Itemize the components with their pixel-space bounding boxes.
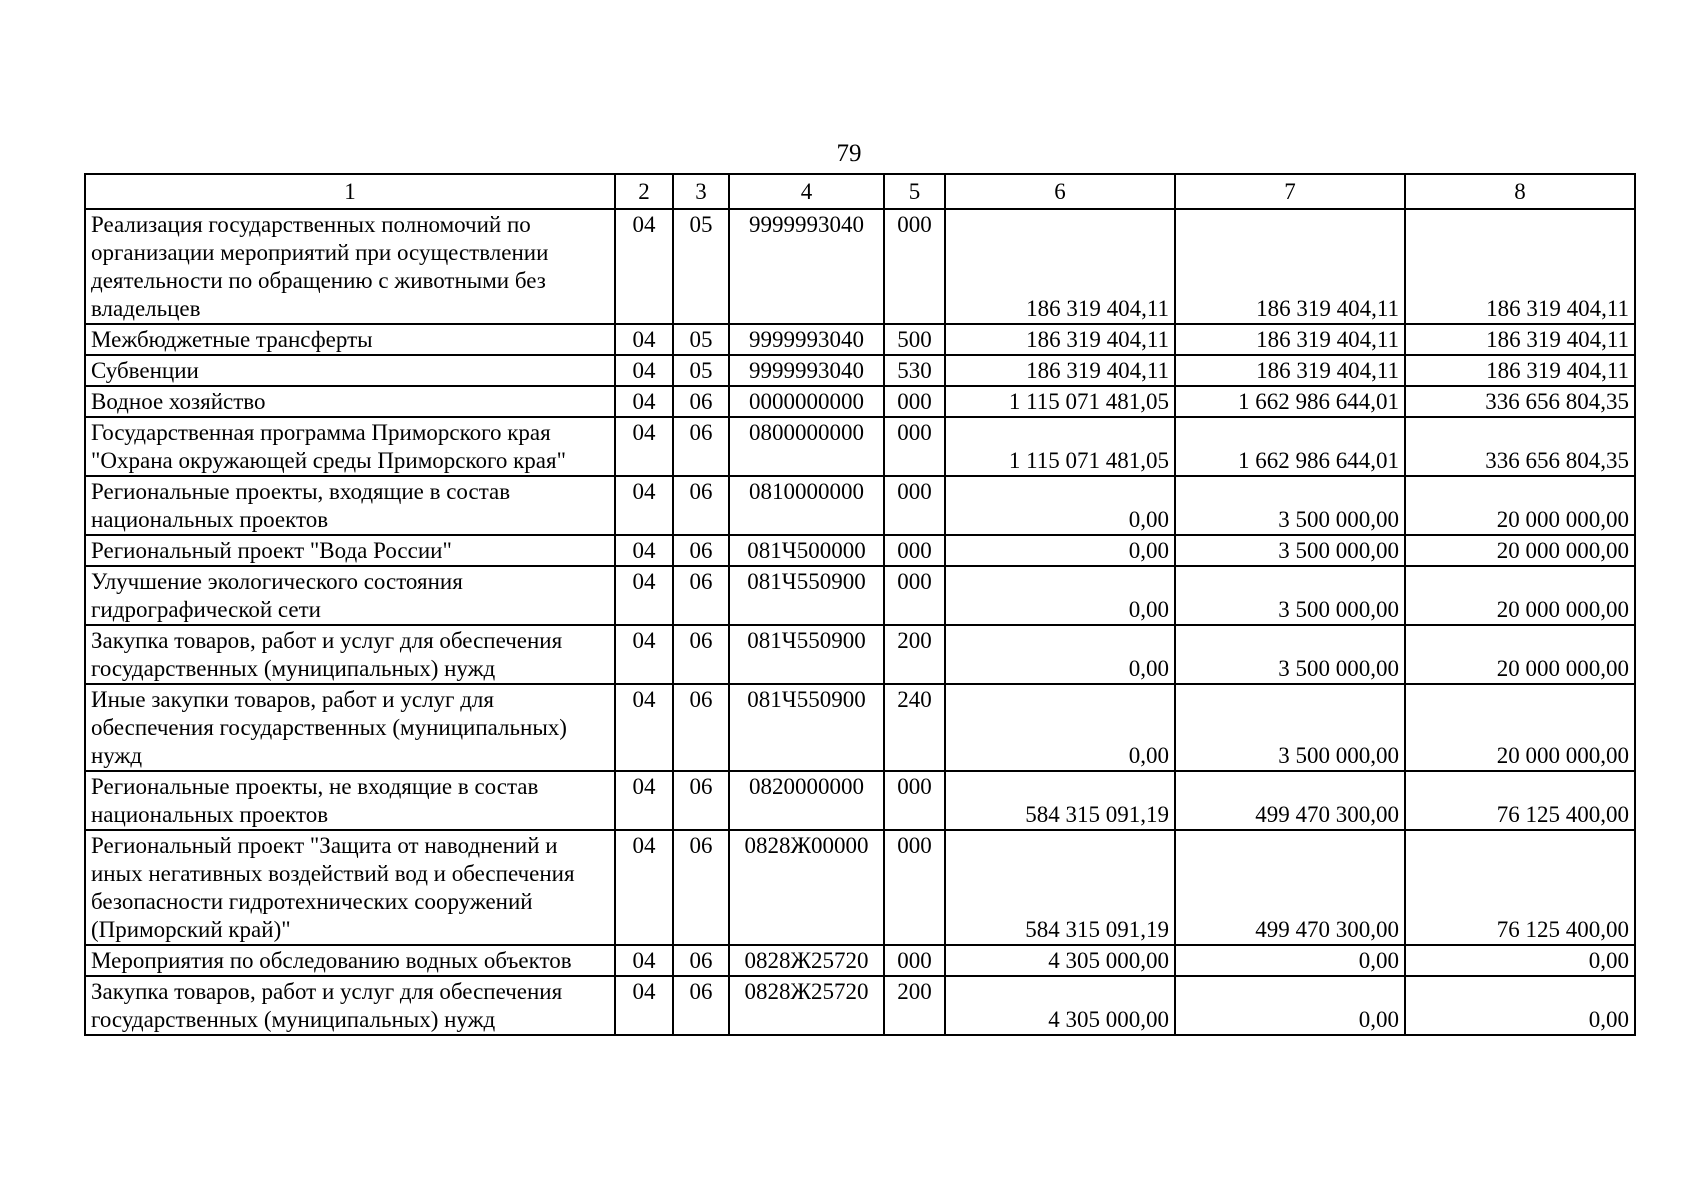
table-row (85, 625, 1635, 684)
code-cell-c4: 0000000000 (729, 386, 884, 417)
table-row (85, 386, 1635, 417)
code-cell-c5: 000 (884, 830, 945, 945)
table-row (85, 976, 1635, 1035)
row-name-cell: Мероприятия по обследованию водных объектов (85, 945, 615, 976)
code-cell-c2: 04 (615, 830, 673, 945)
code-cell-c4: 0810000000 (729, 476, 884, 535)
code-cell-c4: 0828Ж25720 (729, 976, 884, 1035)
code-cell-c3: 06 (673, 476, 729, 535)
amount-cell-v6: 1 115 071 481,05 (945, 417, 1175, 476)
amount-cell-v8: 336 656 804,35 (1405, 417, 1635, 476)
amount-cell-v6: 0,00 (945, 535, 1175, 566)
code-cell-c3: 06 (673, 625, 729, 684)
amount-cell-v6: 1 115 071 481,05 (945, 386, 1175, 417)
code-cell-c3: 05 (673, 324, 729, 355)
row-name-cell: Иные закупки товаров, работ и услуг для обеспечения государственных (муниципальных) нужд (85, 684, 615, 771)
code-cell-c4: 0800000000 (729, 417, 884, 476)
code-cell-c4: 081Ч550900 (729, 625, 884, 684)
code-cell-c5: 200 (884, 976, 945, 1035)
amount-cell-v6: 0,00 (945, 684, 1175, 771)
row-name-cell: Межбюджетные трансферты (85, 324, 615, 355)
code-cell-c2: 04 (615, 386, 673, 417)
code-cell-c3: 06 (673, 535, 729, 566)
code-cell-c5: 000 (884, 417, 945, 476)
amount-cell-v7: 1 662 986 644,01 (1175, 386, 1405, 417)
code-cell-c5: 000 (884, 209, 945, 324)
amount-cell-v7: 1 662 986 644,01 (1175, 417, 1405, 476)
table-row (85, 324, 1635, 355)
code-cell-c2: 04 (615, 684, 673, 771)
row-name-cell: Государственная программа Приморского края "Охрана окружающей среды Приморского края" (85, 417, 615, 476)
table-row (85, 476, 1635, 535)
row-name-cell: Улучшение экологического состояния гидрографической сети (85, 566, 615, 625)
amount-cell-v8: 186 319 404,11 (1405, 355, 1635, 386)
code-cell-c5: 240 (884, 684, 945, 771)
row-name-cell: Региональный проект "Защита от наводнений и иных негативных воздействий вод и обеспечения безопасности гидротехнических сооружений (Приморский край)" (85, 830, 615, 945)
code-cell-c3: 06 (673, 386, 729, 417)
table-row (85, 945, 1635, 976)
amount-cell-v8: 76 125 400,00 (1405, 771, 1635, 830)
amount-cell-v6: 0,00 (945, 625, 1175, 684)
code-cell-c5: 000 (884, 771, 945, 830)
amount-cell-v6: 4 305 000,00 (945, 976, 1175, 1035)
code-cell-c2: 04 (615, 945, 673, 976)
table-row (85, 830, 1635, 945)
code-cell-c2: 04 (615, 566, 673, 625)
amount-cell-v8: 76 125 400,00 (1405, 830, 1635, 945)
code-cell-c5: 000 (884, 386, 945, 417)
amount-cell-v7: 499 470 300,00 (1175, 830, 1405, 945)
amount-cell-v8: 186 319 404,11 (1405, 324, 1635, 355)
code-cell-c3: 06 (673, 566, 729, 625)
column-header: 1 (85, 174, 615, 209)
row-name-cell: Региональные проекты, входящие в состав национальных проектов (85, 476, 615, 535)
amount-cell-v6: 0,00 (945, 476, 1175, 535)
page-number: 79 (836, 140, 862, 167)
code-cell-c2: 04 (615, 355, 673, 386)
amount-cell-v6: 186 319 404,11 (945, 355, 1175, 386)
table-row (85, 535, 1635, 566)
column-header: 6 (945, 174, 1175, 209)
amount-cell-v8: 20 000 000,00 (1405, 625, 1635, 684)
code-cell-c4: 9999993040 (729, 355, 884, 386)
column-header: 7 (1175, 174, 1405, 209)
column-header: 8 (1405, 174, 1635, 209)
amount-cell-v7: 0,00 (1175, 945, 1405, 976)
amount-cell-v8: 336 656 804,35 (1405, 386, 1635, 417)
code-cell-c2: 04 (615, 535, 673, 566)
column-header: 4 (729, 174, 884, 209)
row-name-cell: Региональный проект "Вода России" (85, 535, 615, 566)
row-name-cell: Закупка товаров, работ и услуг для обеспечения государственных (муниципальных) нужд (85, 976, 615, 1035)
amount-cell-v7: 3 500 000,00 (1175, 684, 1405, 771)
amount-cell-v7: 186 319 404,11 (1175, 355, 1405, 386)
row-name-cell: Субвенции (85, 355, 615, 386)
amount-cell-v7: 0,00 (1175, 976, 1405, 1035)
table-row (85, 355, 1635, 386)
code-cell-c3: 06 (673, 417, 729, 476)
row-name-cell: Водное хозяйство (85, 386, 615, 417)
amount-cell-v7: 186 319 404,11 (1175, 324, 1405, 355)
amount-cell-v8: 20 000 000,00 (1405, 684, 1635, 771)
amount-cell-v7: 499 470 300,00 (1175, 771, 1405, 830)
amount-cell-v6: 584 315 091,19 (945, 830, 1175, 945)
amount-cell-v8: 20 000 000,00 (1405, 476, 1635, 535)
code-cell-c5: 000 (884, 535, 945, 566)
column-header: 5 (884, 174, 945, 209)
amount-cell-v8: 0,00 (1405, 976, 1635, 1035)
table-row (85, 566, 1635, 625)
amount-cell-v8: 186 319 404,11 (1405, 209, 1635, 324)
row-name-cell: Реализация государственных полномочий по организации мероприятий при осуществлении деятельности по обращению с животными без владельцев (85, 209, 615, 324)
code-cell-c4: 0828Ж25720 (729, 945, 884, 976)
code-cell-c2: 04 (615, 209, 673, 324)
code-cell-c3: 06 (673, 976, 729, 1035)
code-cell-c4: 9999993040 (729, 209, 884, 324)
code-cell-c3: 06 (673, 830, 729, 945)
code-cell-c3: 06 (673, 771, 729, 830)
row-name-cell: Региональные проекты, не входящие в состав национальных проектов (85, 771, 615, 830)
code-cell-c4: 0820000000 (729, 771, 884, 830)
code-cell-c3: 06 (673, 945, 729, 976)
amount-cell-v7: 3 500 000,00 (1175, 625, 1405, 684)
code-cell-c5: 000 (884, 945, 945, 976)
table-row (85, 771, 1635, 830)
amount-cell-v6: 0,00 (945, 566, 1175, 625)
code-cell-c5: 000 (884, 476, 945, 535)
amount-cell-v8: 20 000 000,00 (1405, 535, 1635, 566)
code-cell-c2: 04 (615, 625, 673, 684)
amount-cell-v7: 3 500 000,00 (1175, 535, 1405, 566)
amount-cell-v7: 3 500 000,00 (1175, 566, 1405, 625)
budget-table (84, 173, 1636, 1036)
amount-cell-v6: 186 319 404,11 (945, 209, 1175, 324)
code-cell-c5: 500 (884, 324, 945, 355)
code-cell-c4: 0828Ж00000 (729, 830, 884, 945)
code-cell-c5: 000 (884, 566, 945, 625)
code-cell-c2: 04 (615, 476, 673, 535)
code-cell-c4: 9999993040 (729, 324, 884, 355)
code-cell-c3: 06 (673, 684, 729, 771)
code-cell-c4: 081Ч500000 (729, 535, 884, 566)
column-header: 3 (673, 174, 729, 209)
row-name-cell: Закупка товаров, работ и услуг для обеспечения государственных (муниципальных) нужд (85, 625, 615, 684)
amount-cell-v7: 186 319 404,11 (1175, 209, 1405, 324)
table-row (85, 209, 1635, 324)
amount-cell-v8: 0,00 (1405, 945, 1635, 976)
code-cell-c2: 04 (615, 417, 673, 476)
column-header: 2 (615, 174, 673, 209)
code-cell-c2: 04 (615, 771, 673, 830)
code-cell-c2: 04 (615, 976, 673, 1035)
code-cell-c3: 05 (673, 355, 729, 386)
amount-cell-v8: 20 000 000,00 (1405, 566, 1635, 625)
header-row (85, 174, 1635, 209)
amount-cell-v6: 186 319 404,11 (945, 324, 1175, 355)
amount-cell-v6: 4 305 000,00 (945, 945, 1175, 976)
code-cell-c4: 081Ч550900 (729, 684, 884, 771)
table-row (85, 417, 1635, 476)
code-cell-c5: 530 (884, 355, 945, 386)
code-cell-c4: 081Ч550900 (729, 566, 884, 625)
code-cell-c2: 04 (615, 324, 673, 355)
table-row (85, 684, 1635, 771)
code-cell-c5: 200 (884, 625, 945, 684)
amount-cell-v7: 3 500 000,00 (1175, 476, 1405, 535)
code-cell-c3: 05 (673, 209, 729, 324)
amount-cell-v6: 584 315 091,19 (945, 771, 1175, 830)
